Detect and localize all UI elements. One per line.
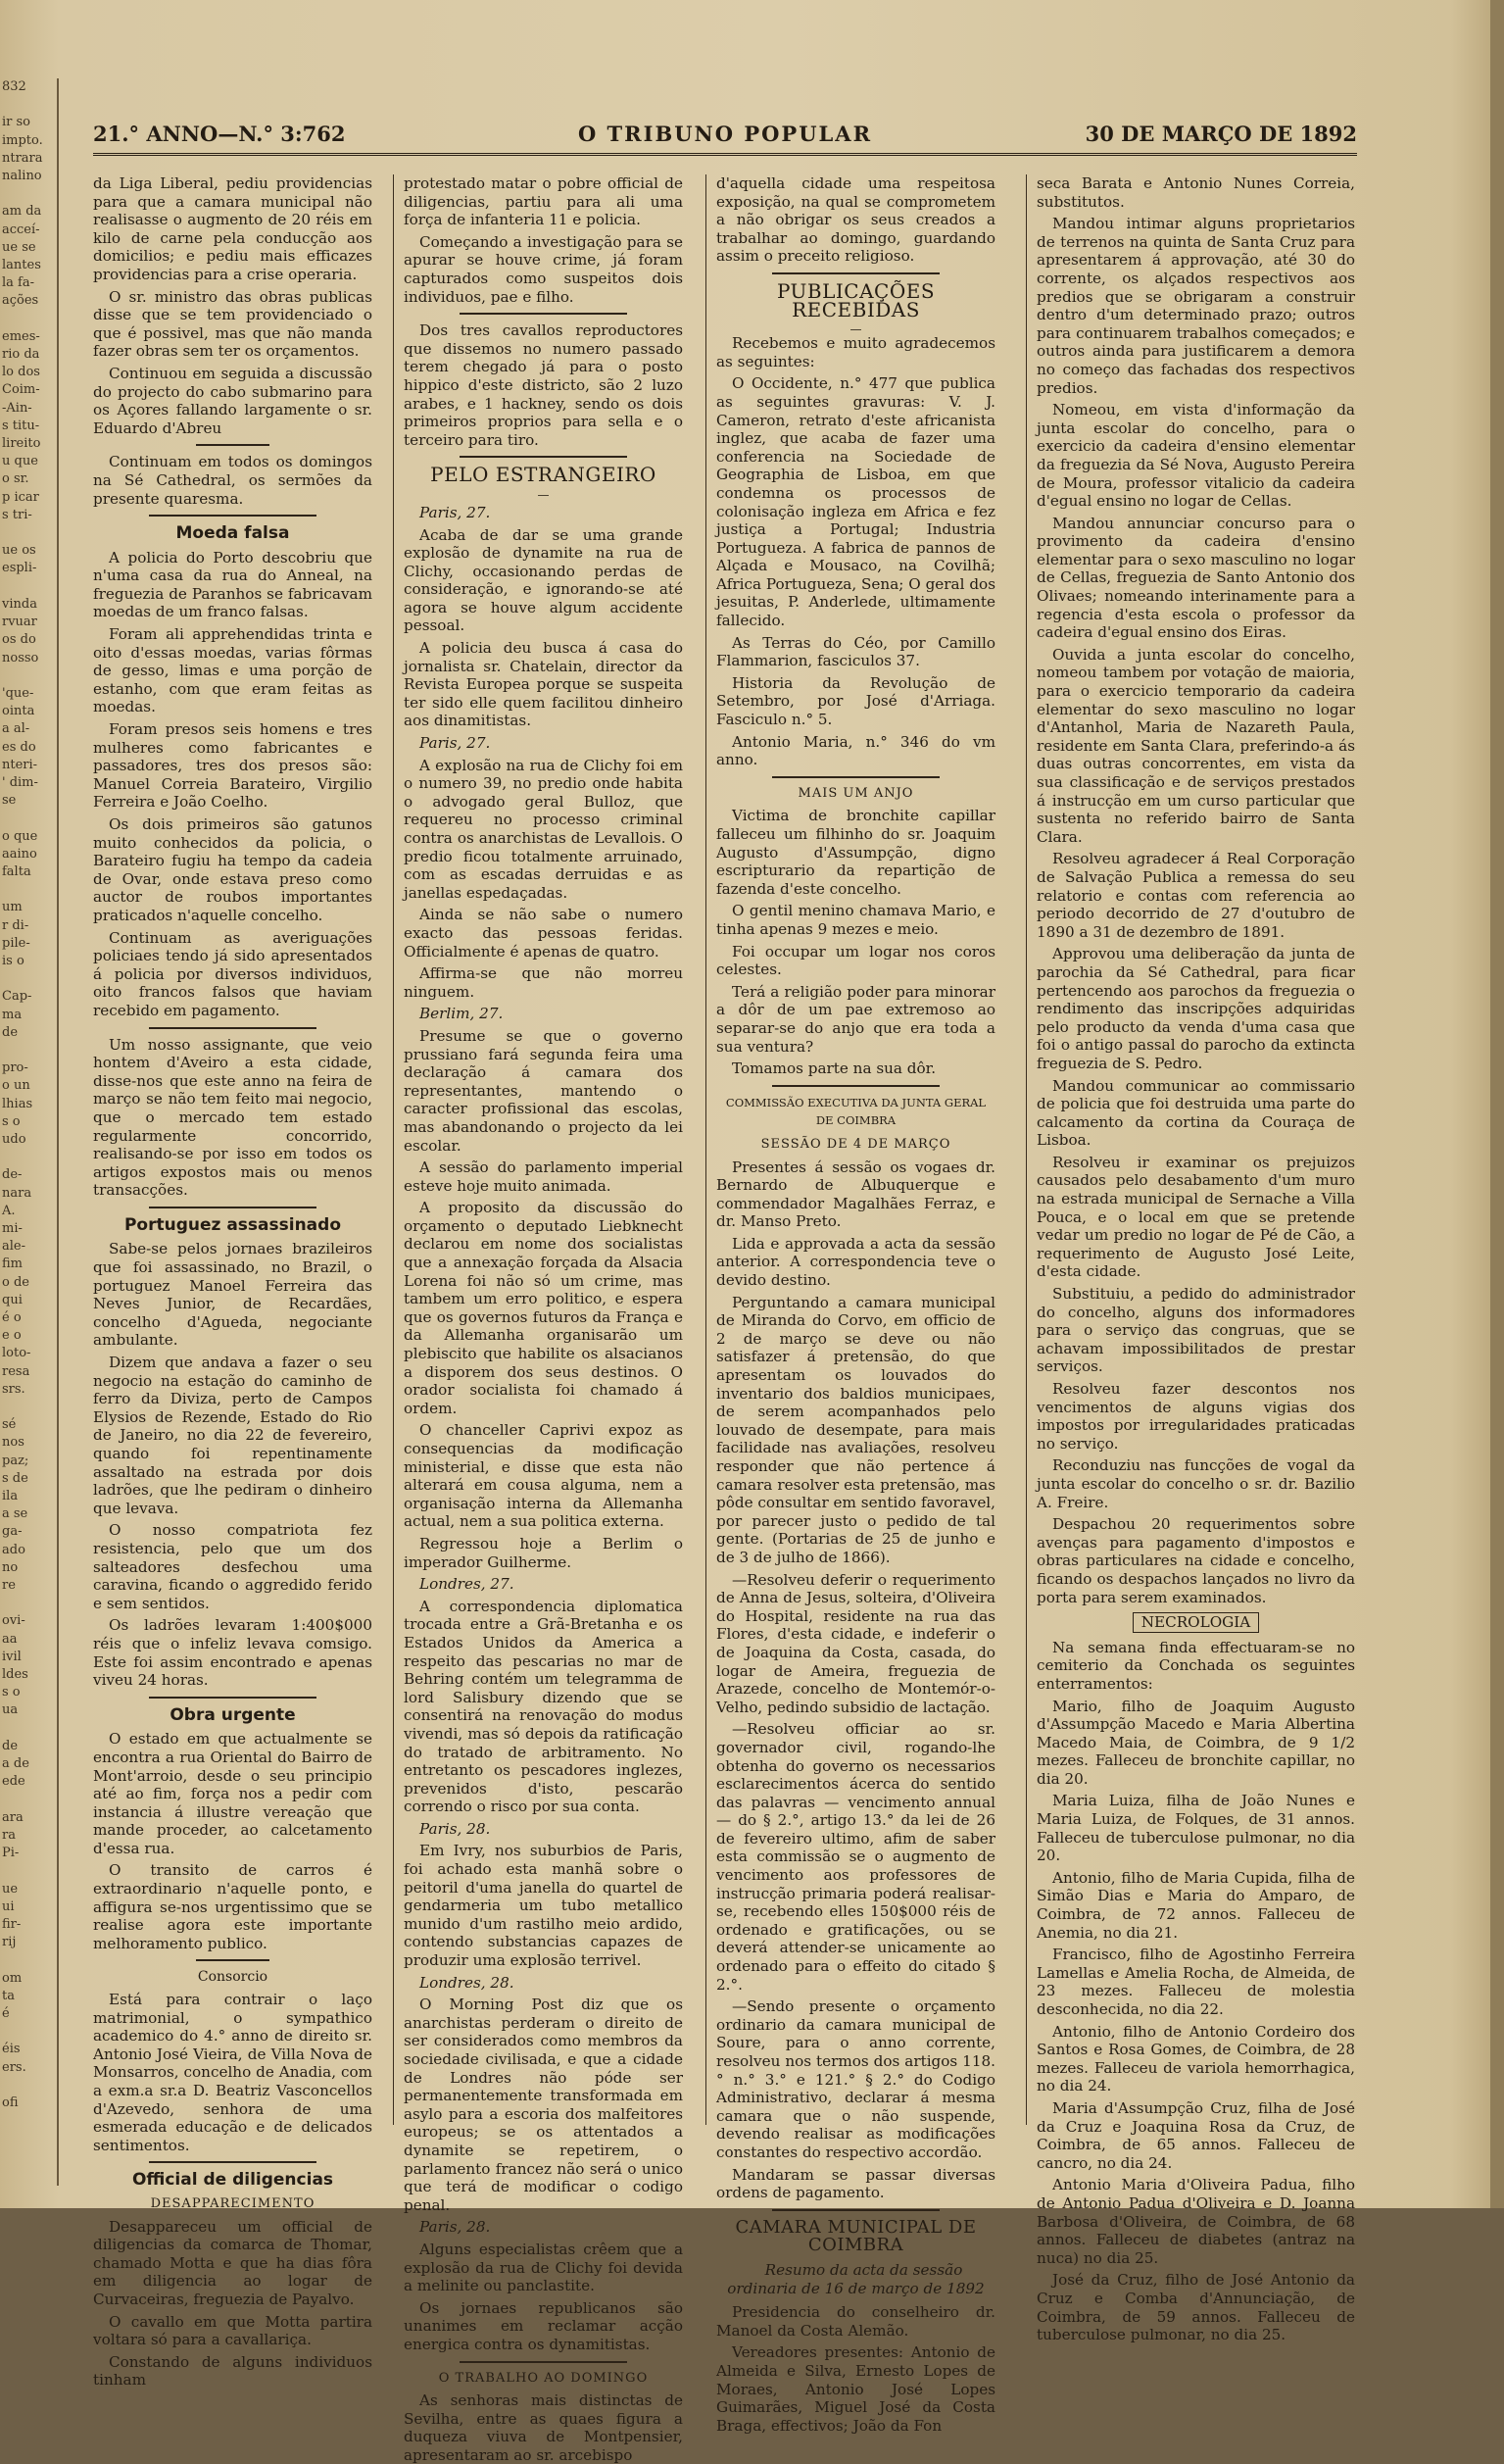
- page-edge: [1490, 0, 1504, 2208]
- strip-fragment: é o: [2, 1310, 22, 1326]
- strip-fragment: espli-: [2, 561, 37, 576]
- paragraph: A policia deu busca á casa do jornalista sr. Chatelain, director da Revista Europea porque se suspeita ter sido elle quem facilitou dinheiro aos dinamitistas.: [404, 639, 683, 730]
- obituary-entry: Antonio, filho de Maria Cupida, filha de Simão Dias e Maria do Amparo, de Coimbra, de 72 annos. Falleceu de Anemia, no dia 21.: [1037, 1868, 1355, 1942]
- strip-fragment: o que: [2, 828, 38, 844]
- paragraph: Dos tres cavallos reproductores que dissemos no numero passado terem chegado já para o posto hippico d'este districto, são 2 luzo arabes, e 1 hackney, sendo os dois primeiros proprios para sella e o terceiro para tiro.: [404, 321, 683, 449]
- strip-fragment: [0, 311, 57, 328]
- paragraph: Approvou uma deliberação da junta de parochia da Sé Cathedral, para ficar pertencendo aos parochos da freguezia o rendimento das inscripções adquiridas pelo producto da venda d'uma casa que foi o antigo passal do parocho da extincta freguezia de S. Pedro.: [1037, 945, 1355, 1072]
- strip-fragment: ma: [2, 1007, 23, 1022]
- separator: [149, 2161, 316, 2163]
- paragraph: Os jornaes republicanos são unanimes em reclamar acção energica contra os dynamitistas.: [404, 2298, 683, 2353]
- strip-fragment: fim: [2, 1257, 23, 1272]
- separator: [149, 515, 316, 517]
- column-rule: [1026, 174, 1027, 2125]
- obituary-entry: Mario, filho de Joaquim Augusto d'Assumpção Macedo e Maria Albertina Macedo Maia, de Coimbra, de 9 1/2 mezes. Falleceu de bronchite capillar, no dia 20.: [1037, 1697, 1355, 1788]
- strip-fragment: lhias: [2, 1096, 33, 1111]
- headline-necrologia: NECROLOGIA: [1133, 1612, 1260, 1633]
- strip-fragment: [0, 2023, 57, 2041]
- strip-fragment: p icar: [2, 489, 39, 505]
- strip-fragment: [0, 1595, 57, 1612]
- paragraph: —Resolveu deferir o requerimento de Anna de Jesus, solteira, d'Oliveira do Hospital, residente na rua das Flores, d'esta cidade, e indeferir o de Joaquina da Costa, casada, do logar de Ameira, freguezia de Arazede, concelho de Montemór-o-Velho, pedindo subsidio de lactação.: [716, 1570, 995, 1716]
- strip-fragment: o de: [2, 1274, 29, 1290]
- paragraph: Presentes á sessão os vogaes dr. Bernardo de Albuquerque e commendador Magalhães Ferraz, e dr. Manso Preto.: [716, 1158, 995, 1231]
- strip-fragment: qui: [2, 1292, 23, 1307]
- headline-portuguez-assassinado: Portuguez assassinado: [123, 1214, 342, 1235]
- strip-fragment: a al-: [2, 721, 30, 737]
- obituary-entry: Antonio Maria d'Oliveira Padua, filho de Antonio Padua d'Oliveira e D. Joanna Barbosa d'Oliveira, de Coimbra, de 68 annos. Falleceu de diabetes (antraz na nuca) no dia 25.: [1037, 2176, 1355, 2267]
- paragraph: As Terras do Céo, por Camillo Flammarion, fasciculos 37.: [716, 633, 995, 670]
- paragraph: Continuam em todos os domingos na Sé Cathedral, os sermões da presente quaresma.: [93, 453, 372, 508]
- strip-fragment: [0, 970, 57, 988]
- headline-publicacoes-recebidas: PUBLICAÇÕES RECEBIDAS: [776, 278, 936, 321]
- strip-fragment: aa: [2, 1631, 18, 1647]
- paragraph: O transito de carros é extraordinario n'aquelle ponto, e affigura se-nos urgentissimo que se realise agora este importante melhoramento publico.: [93, 1861, 372, 1952]
- paragraph: Vereadores presentes: Antonio de Almeida e Silva, Ernesto Lopes de Moraes, Antonio José Lopes Guimarães, Miguel José da Costa Braga, effectivos; João da Fon: [716, 2343, 995, 2435]
- strip-fragment: Cap-: [2, 989, 32, 1005]
- separator: [772, 272, 940, 274]
- paragraph: Resolveu fazer descontos nos vencimentos de alguns vigias dos impostos por irregularidades praticadas no serviço.: [1037, 1380, 1355, 1453]
- strip-fragment: [0, 881, 57, 899]
- strip-fragment: ue os: [2, 543, 36, 559]
- strip-fragment: ldes: [2, 1667, 28, 1683]
- column-4: [1037, 174, 1355, 2344]
- issue-date: 30 DE MARÇO DE 1892: [1085, 122, 1357, 146]
- strip-fragment: [0, 578, 57, 596]
- strip-fragment: s o: [2, 1113, 21, 1129]
- headline-official-diligencias: Official de diligencias: [131, 2170, 334, 2191]
- headline-consorcio: Consorcio: [197, 1969, 268, 1986]
- strip-fragment: [0, 524, 57, 542]
- paragraph: O cavallo em que Motta partira voltara só para a cavallariça.: [93, 2312, 372, 2349]
- paragraph: d'aquella cidade uma respeitosa exposição, na qual se comprometem a não obrigar os seus creados a trabalhar ao domingo, guardando assim o preceito religioso.: [716, 174, 995, 266]
- strip-fragment: [0, 96, 57, 114]
- paragraph: —Sendo presente o orçamento ordinario da camara municipal de Soure, para o anno corrente, resolveu nos termos dos artigos 118.° n.° 3.° e 121.° § 2.° do Codigo Administrativo, declarar á mesma camara que o não suspende, devendo realisar as modificações constantes do respectivo accordão.: [716, 1997, 995, 2161]
- strip-fragment: mi-: [2, 1221, 23, 1236]
- strip-fragment: ale-: [2, 1239, 25, 1255]
- masthead: [93, 120, 1357, 156]
- newspaper-title: O TRIBUNO POPULAR: [577, 122, 873, 146]
- strip-fragment: ue: [2, 1881, 19, 1897]
- paragraph: seca Barata e Antonio Nunes Correia, substitutos.: [1037, 174, 1355, 211]
- strip-fragment: 832: [2, 79, 26, 94]
- headline-moeda-falsa: Moeda falsa: [175, 523, 290, 544]
- paragraph: Um nosso assignante, que veio hontem d'Aveiro a esta cidade, disse-nos que este anno na feira de março se não tem feito mai negocio, que o mercado tem estado regularmente concorrido, realisando-se por isso em todos os artigos expostos mais ou menos transacções.: [93, 1035, 372, 1200]
- headline-mais-um-anjo: MAIS UM ANJO: [798, 785, 914, 801]
- strip-fragment: loto-: [2, 1346, 31, 1361]
- paragraph: Antonio Maria, n.° 346 do vm anno.: [716, 732, 995, 769]
- paragraph: Resolveu agradecer á Real Corporação de Salvação Publica a remessa do seu relatorio e contas com referencia ao periodo decorrido de 27 d'outubro de 1890 a 31 de dezembro de 1891.: [1037, 850, 1355, 941]
- strip-fragment: a se: [2, 1506, 28, 1522]
- strip-fragment: pile-: [2, 935, 30, 951]
- strip-fragment: lo dos: [2, 365, 40, 380]
- strip-fragment: de: [2, 1024, 19, 1040]
- paragraph: Nomeou, em vista d'informação da junta escolar do concelho, para o exercicio da cadeira d'ensino elementar da freguezia da Sé Nova, Augusto Pereira de Moura, professor vitalicio da cadeira d'egual ensino no logar de Cellas.: [1037, 401, 1355, 511]
- paragraph: Foram ali apprehendidas trinta e oito d'essas moedas, varias fôrmas de gesso, limas e uma porção de estanho, com que eram feitas as moedas.: [93, 625, 372, 716]
- paragraph: da Liga Liberal, pediu providencias para que a camara municipal não realisasse o augmento de 20 réis em kilo de carne pela conducção aos domicilios; e pediu mais efficazes providencias para a crise operaria.: [93, 174, 372, 283]
- paragraph: Começando a investigação para se apurar se houve crime, já foram capturados como suspeitos dois individuos, pae e filho.: [404, 232, 683, 306]
- strip-fragment: ado: [2, 1542, 25, 1557]
- strip-fragment: rij: [2, 1935, 17, 1950]
- paragraph: protestado matar o pobre official de diligencias, partiu para ali uma força de infanteria 11 e policia.: [404, 174, 683, 229]
- strip-fragment: no: [2, 1559, 19, 1575]
- strip-fragment: éis: [2, 2042, 21, 2057]
- dateline: Paris, 28.: [419, 2218, 491, 2237]
- strip-fragment: udo: [2, 1131, 26, 1147]
- strip-fragment: s titu-: [2, 418, 40, 433]
- paragraph: Foram presos seis homens e tres mulheres como fabricantes e passadores, tres dos presos são: Manuel Correia Barateiro, Virgilio Ferreira e João Coelho.: [93, 720, 372, 812]
- strip-fragment: resa: [2, 1363, 30, 1379]
- headline-trabalho-domingo: O TRABALHO AO DOMINGO: [438, 2370, 649, 2386]
- strip-fragment: ra: [2, 1827, 16, 1843]
- strip-fragment: nara: [2, 1185, 32, 1201]
- paragraph: Constando de alguns individuos tinham: [93, 2352, 372, 2390]
- paragraph: A policia do Porto descobriu que n'uma casa da rua do Anneal, na freguezia de Paranhos se fabricavam moedas de um franco falsas.: [93, 548, 372, 621]
- column-2: protestado matar o pobre official de diligencias, partiu para ali uma força de infanteria 11 e policia. Começando a investigação para se apurar se houve crime, já foram capturados como suspeitos dois individuos, pae e filho. Dos tres cavallos reproductores que dissemos no numero passado terem chegado já para o posto hippico d'este districto, são 2 luzo arabes, e 1 hackney, sendo os dois primeiros proprios para sella e o terceiro para tiro. PELO ESTRANGEIRO — Paris, 27. Acaba de dar se uma grande explosão de dynamite na rua de Clichy, occasionando perdas de consideração, e ignorando-se até agora se houve algum accidente pessoal. A policia deu busca á casa do jornalista sr. Chatelain, director da Revista Europea porque se suspeita ter sido elle quem facilitou dinheiro aos dinamitistas. Paris, 27. A explosão na rua de Clichy foi em o numero 39, no predio onde habita o advogado geral Bulloz, que requereu no processo criminal contra os anarchistas de Levallois. O predio ficou totalmente arruinado, com as escadas derruidas e as janellas espedaçadas. Ainda se não sabe o numero exacto das pessoas feridas. Officialmente é apenas de quatro. Affirma-se que não morreu ninguem. Berlim, 27. Presume se que o governo prussiano fará segunda feira uma declaração á camara dos representantes, mantendo o caracter profissional das escolas, mas abandonando o projecto da lei escolar. A sessão do parlamento imperial esteve hoje muito animada. A proposito da discussão do orçamento o deputado Liebknecht declarou em nome dos socialistas que a annexação forçada da Alsacia Lorena foi não só um crime, mas tambem um erro politico, e espera que os governos futuros da França e da Allemanha organisarão um plebiscito que habilite os alsacianos a disporem dos seus destinos. O orador socialista foi chamado á ordem. O chanceller Caprivi expoz as consequencias da modificação ministerial, e disse que esta não alterará em cousa alguma, nem a organisação interna da Allemanha actual, nem a sua politica externa. Regressou hoje a Berlim o imperador Guilherme. Londres, 27. A correspondencia diplomatica trocada entre a Grã-Bretanha e os Estados Unidos da America a respeito das pescarias no mar de Behring contém um telegramma de lord Salisbury dizendo que se consentirá na renovação do modus vivendi, mas só depois da ratificação do tratado de arbitramento. No entretanto os pescadores inglezes, prevenidos d'isto, pescarão correndo o risco por sua conta. Paris, 28. Em Ivry, nos suburbios de Paris, foi achado esta manhã sobre o peitoril d'uma janella do quartel de gendarmeria um tubo metallico munido d'um rastilho meio ardido, contendo substancias capazes de produzir uma explosão terrivel. Londres, 28. O Morning Post diz que os anarchistas perderam o direito de ser considerados como membros da sociedade civilisada, e que a cidade de Londres não póde ser permanentemente transformada em asylo para a escoria dos malfeitores europeus; se os attentados a dynamite se repetirem, o parlamento francez não será o unico que terá de modificar o codigo penal. Paris, 28. Alguns especialistas crêem que a explosão da rua de Clichy foi devida a melinite ou panclastite. Os jornaes republicanos são unanimes em reclamar acção energica contra os dynamitistas. O TRABALHO AO DOMINGO As senhoras mais distinctas de Sevilha, entre as quaes figura a duqueza viuva de Montpensier, apresentaram ao sr. arcebispo: [404, 174, 683, 2464]
- paragraph: O nosso compatriota fez resistencia, pelo que um dos salteadores desfechou uma caravina, ficando o aggredido ferido e sem sentidos.: [93, 1521, 372, 1612]
- headline-obra-urgente: Obra urgente: [170, 1704, 296, 1725]
- strip-fragment: om: [2, 1970, 23, 1986]
- paragraph: Terá a religião poder para minorar a dôr de um pae extremoso ao separar-se do anjo que era toda a sua ventura?: [716, 982, 995, 1056]
- paragraph: A correspondencia diplomatica trocada entre a Grã-Bretanha e os Estados Unidos da America a respeito das pescarias no mar de Behring contém um telegramma de lord Salisbury dizendo que se consentirá na renovação do modus vivendi, mas só depois da ratificação do tratado de arbitramento. No entretanto os pescadores inglezes, prevenidos d'isto, pescarão correndo o risco por sua conta.: [404, 1597, 683, 1816]
- separator: [149, 1027, 316, 1029]
- strip-fragment: ede: [2, 1774, 25, 1790]
- strip-fragment: r di-: [2, 917, 29, 933]
- separator: [772, 2209, 940, 2211]
- strip-fragment: srs.: [2, 1381, 25, 1397]
- separator: [196, 1959, 268, 1961]
- strip-fragment: ara: [2, 1809, 24, 1825]
- column-1: [93, 174, 372, 2390]
- strip-fragment: se: [2, 793, 17, 809]
- strip-fragment: ila: [2, 1489, 19, 1504]
- headline-camara-municipal: CAMARA MUNICIPAL DE COIMBRA: [735, 2216, 977, 2256]
- strip-fragment: fir-: [2, 1916, 22, 1932]
- paragraph: Lida e approvada a acta da sessão anterior. A correspondencia teve o devido destino.: [716, 1234, 995, 1290]
- strip-fragment: ovi-: [2, 1613, 25, 1629]
- strip-fragment: [0, 1149, 57, 1166]
- paragraph: Dizem que andava a fazer o seu negocio na estação do caminho de ferro da Diviza, perto de Campos Elysios de Rezende, Estado do Rio de Janeiro, no dia 22 de fevereiro, quando foi repentinamente assaltado na estrada por dois ladrões, que lhe pediram o dinheiro que levava.: [93, 1354, 372, 1517]
- strip-fragment: es do: [2, 739, 36, 755]
- obituary-entry: Maria Luiza, filha de João Nunes e Maria Luiza, de Folques, de 31 annos. Falleceu de tuberculose pulmonar, no dia 20.: [1037, 1792, 1355, 1865]
- separator: [149, 1697, 316, 1699]
- strip-fragment: nosso: [2, 650, 39, 665]
- strip-fragment: am da: [2, 204, 42, 220]
- strip-fragment: [0, 185, 57, 203]
- strip-fragment: nos: [2, 1435, 24, 1451]
- paragraph: As senhoras mais distinctas de Sevilha, entre as quaes figura a duqueza viuva de Montpensier, apresentaram ao sr. arcebispo: [404, 2391, 683, 2464]
- paragraph: Alguns especialistas crêem que a explosão da rua de Clichy foi devida a melinite ou panclastite.: [404, 2240, 683, 2295]
- strip-fragment: [0, 810, 57, 827]
- paragraph: Em Ivry, nos suburbios de Paris, foi achado esta manhã sobre o peitoril d'uma janella do quartel de gendarmeria um tubo metallico munido d'um rastilho meio ardido, contendo substancias capazes de produzir uma explosão terrivel.: [404, 1842, 683, 1970]
- strip-fragment: ações: [2, 293, 39, 309]
- paragraph: Continuam as averiguações policiaes tendo já sido apresentados á policia por diversos individuos, oito francos falsos que haviam recebido em pagamento.: [93, 928, 372, 1019]
- subheadline-desapparecimento: DESAPPARECIMENTO: [150, 2195, 315, 2211]
- paragraph: Reconduziu nas funcções de vogal da junta escolar do concelho o sr. dr. Bazilio A. Freire.: [1037, 1456, 1355, 1511]
- paragraph: Presume se que o governo prussiano fará segunda feira uma declaração á camara dos representantes, mantendo o caracter profissional das escolas, mas abandonando o projecto da lei escolar.: [404, 1026, 683, 1155]
- dateline: Berlim, 27.: [419, 1005, 504, 1023]
- session-summary: Resumo da acta da sessão ordinaria de 16 de março de 1892: [727, 2260, 985, 2297]
- paragraph: A sessão do parlamento imperial esteve hoje muito animada.: [404, 1158, 683, 1195]
- paragraph: Tomamos parte na sua dôr.: [732, 1060, 937, 1078]
- paragraph: A explosão na rua de Clichy foi em o numero 39, no predio onde habita o advogado geral Bulloz, que requereu no processo criminal contra os anarchistas de Levallois. O predio ficou totalmente arruinado, com as escadas derruidas e as janellas espedaçadas.: [404, 756, 683, 902]
- strip-fragment: nteri-: [2, 757, 38, 772]
- obituary-entry: Maria d'Assumpção Cruz, filha de José da Cruz e Joaquina Rosa da Cruz, de Coimbra, de 65 annos. Falleceu de cancro, no dia 24.: [1037, 2098, 1355, 2172]
- strip-fragment: s de: [2, 1470, 28, 1486]
- paragraph: Resolveu ir examinar os prejuizos causados pelo desabamento d'um muro na estrada municipal de Sernache a Villa Pouca, e o local em que se pretende vedar um predio no logar de Pé de Cão, a requerimento de Augusto José Leite, d'esta cidade.: [1037, 1153, 1355, 1281]
- strip-fragment: lantes: [2, 258, 41, 273]
- strip-fragment: -Ain-: [2, 400, 32, 416]
- dateline: Paris, 27.: [419, 734, 491, 753]
- paragraph: Mandou intimar alguns proprietarios de terrenos na quinta de Santa Cruz para apresentarem á approvação, até 30 do corrente, os alçados respectivos aos predios que se obrigaram a construir dentro d'um determinado prazo; outros para continuarem trabalhos começados; e outros ainda para justificarem a demora no começo das fachadas dos respectivos predios.: [1037, 215, 1355, 397]
- strip-fragment: vinda: [2, 596, 37, 612]
- strip-fragment: de-: [2, 1167, 23, 1183]
- subheadline-sessao: SESSÃO DE 4 DE MARÇO: [760, 1136, 951, 1152]
- strip-fragment: [0, 1862, 57, 1880]
- paragraph: Os dois primeiros são gatunos muito conhecidos da policia, o Barateiro fugiu ha tempo da cadeia de Ovar, onde estava preso como auctor de roubos importantes praticados n'aquelle concelho.: [93, 815, 372, 924]
- paragraph: Victima de bronchite capillar falleceu um filhinho do sr. Joaquim Augusto d'Assumpção, digno escripturario da repartição de fazenda d'este concelho.: [716, 807, 995, 898]
- strip-fragment: e o: [2, 1328, 22, 1344]
- dateline: Paris, 27.: [419, 503, 491, 521]
- separator: [772, 776, 940, 778]
- column-rule: [393, 174, 394, 2125]
- strip-fragment: ' dim-: [2, 774, 38, 790]
- paragraph: Historia da Revolução de Setembro, por José d'Arriaga. Fasciculo n.° 5.: [716, 673, 995, 729]
- paragraph: Presidencia do conselheiro dr. Manoel da Costa Alemão.: [716, 2303, 995, 2340]
- paragraph: Substituiu, a pedido do administrador do concelho, alguns dos informadores para o serviço das congruas, que se achavam impossibilitados de prestar serviços.: [1037, 1285, 1355, 1376]
- issue-number: 21.° ANNO—N.° 3:762: [93, 122, 346, 146]
- dateline: Paris, 28.: [419, 1819, 491, 1838]
- strip-fragment: ir so: [2, 115, 31, 130]
- strip-fragment: de: [2, 1738, 19, 1753]
- strip-fragment: o un: [2, 1078, 30, 1094]
- strip-fragment: acceí-: [2, 222, 40, 237]
- strip-fragment: ointa: [2, 704, 35, 719]
- strip-fragment: [0, 1399, 57, 1416]
- strip-fragment: a de: [2, 1756, 29, 1772]
- paragraph: O Occidente, n.° 477 que publica as seguintes gravuras: V. J. Cameron, retrato d'este africanista inglez, que acaba de fazer uma conferencia na Sociedade de Geographia de Lisboa, em que condemna os processos de colonisação ingleza em Africa e fez justiça a Portugal; Industria Portugueza. A fabrica de pannos de Alçada e Mousaco, na Covilhã; Africa Portugueza, Sena; O geral dos jesuitas, P. Anderlede, ultimamente fallecido.: [716, 374, 995, 630]
- paragraph: O Morning Post diz que os anarchistas perderam o direito de ser considerados como membros da sociedade civilisada, e que a cidade de Londres não póde ser permanentemente transformada em asylo para a escoria dos malfeitores europeus; se os attentados a dynamite se repetirem, o parlamento francez não será o unico que terá de modificar o codigo penal.: [404, 1996, 683, 2214]
- column-rule: [705, 174, 706, 2125]
- strip-fragment: rio da: [2, 347, 40, 363]
- strip-fragment: is o: [2, 953, 24, 968]
- strip-fragment: ue se: [2, 239, 36, 255]
- obituary-entry: José da Cruz, filho de José Antonio da Cruz e Comba d'Annunciação, de Coimbra, de 59 annos. Falleceu de tuberculose pulmonar, no dia 25.: [1037, 2271, 1355, 2344]
- paragraph: Ouvida a junta escolar do concelho, nomeou tambem por votação de maioria, para o exercicio temporario da cadeira elementar do sexo masculino no logar d'Antanhol, Maria de Nazareth Paula, residente em Santa Clara, preferindo-a ás duas outras concorrentes, em vista da sua classificação e de serviços prestados á instrucção em um curso particular que sustenta no referido bairro de Santa Clara.: [1037, 645, 1355, 846]
- strip-fragment: rvuar: [2, 615, 37, 630]
- paragraph: Na semana finda effectuaram-se no cemiterio da Conchada os seguintes enterramentos:: [1037, 1638, 1355, 1693]
- strip-fragment: ua: [2, 1702, 19, 1718]
- paragraph: Foi occupar um logar nos coros celestes.: [716, 942, 995, 979]
- paragraph: Regressou hoje a Berlim o imperador Guilherme.: [404, 1534, 683, 1571]
- strip-fragment: s tri-: [2, 507, 32, 522]
- strip-fragment: impto.: [2, 132, 43, 148]
- strip-fragment: s o: [2, 1685, 21, 1700]
- strip-fragment: sé: [2, 1417, 17, 1433]
- strip-fragment: [0, 667, 57, 685]
- strip-fragment: pro-: [2, 1060, 28, 1076]
- paragraph: Affirma-se que não morreu ninguem.: [404, 964, 683, 1001]
- dateline: Londres, 28.: [419, 1973, 514, 1992]
- strip-fragment: [0, 1042, 57, 1060]
- separator: [460, 2361, 627, 2363]
- strip-fragment: u que: [2, 454, 38, 469]
- paragraph: —Resolveu officiar ao sr. governador civil, rogando-lhe obtenha do governo os necessarios esclarecimentos ácerca do sentido das palavras — vencimento annual — do § 2.°, artigo 13.° da lei de 26 de fevereiro ultimo, afim de saber esta commissão se o augmento de vencimento aos professores de instrucção primaria poderá realisar-se, recebendo elles 150$000 réis de ordenado e gratificações, ou se deverá attender-se unicamente ao ordenado para o effeito do citado § 2.°.: [716, 1720, 995, 1994]
- strip-fragment: ui: [2, 1898, 15, 1914]
- paragraph: Despachou 20 requerimentos sobre avenças para pagamento d'impostos e obras particulares na cidade e concelho, ficando os despachos lançados no livro da porta para serem examinados.: [1037, 1515, 1355, 1606]
- paragraph: A proposito da discussão do orçamento o deputado Liebknecht declarou em nome dos socialistas que a annexação forçada da Alsacia Lorena foi não só um crime, mas tambem um erro politico, e espera que os governos futuros da França e da Allemanha organisarão um plebiscito que habilite os alsacianos a disporem dos seus destinos. O orador socialista foi chamado á ordem.: [404, 1199, 683, 1417]
- strip-fragment: os do: [2, 632, 36, 648]
- strip-fragment: emes-: [2, 328, 40, 344]
- separator: [460, 456, 627, 458]
- paragraph: Recebemos e muito agradecemos as seguintes:: [716, 334, 995, 370]
- strip-fragment: ofi: [2, 2094, 19, 2110]
- obituary-entry: Francisco, filho de Agostinho Ferreira Lamellas e Amelia Rocha, de Almeida, de 23 mezes. Falleceu de molestia desconhecida, no dia 22.: [1037, 1946, 1355, 2018]
- paragraph: O gentil menino chamava Mario, e tinha apenas 9 mezes e meio.: [716, 902, 995, 938]
- strip-fragment: [0, 1951, 57, 1969]
- strip-fragment: la fa-: [2, 275, 34, 291]
- strip-fragment: paz;: [2, 1453, 29, 1468]
- paragraph: Sabe-se pelos jornaes brazileiros que foi assassinado, no Brazil, o portuguez Manoel Ferreira das Neves Junior, de Recardães, concelho d'Agueda, negociante ambulante.: [93, 1240, 372, 1350]
- strip-fragment: Pi-: [2, 1846, 20, 1861]
- strip-fragment: lireito: [2, 436, 41, 452]
- paragraph: Os ladrões levaram 1:400$000 réis que o infeliz levava comsigo. Este foi assim encontrado e apenas viveu 24 horas.: [93, 1616, 372, 1690]
- separator: [196, 444, 268, 446]
- strip-fragment: A.: [2, 1203, 16, 1218]
- dateline: Londres, 27.: [419, 1575, 514, 1594]
- obituary-entry: Antonio, filho de Antonio Cordeiro dos Santos e Rosa Gomes, de Coimbra, de 28 mezes. Falleceu de variola hemorrhagica, no dia 24.: [1037, 2022, 1355, 2095]
- strip-fragment: [0, 2077, 57, 2094]
- paragraph: Mandou communicar ao commissario de policia que foi destruida uma parte do calcamento da cortina da Couraça de Lisboa.: [1037, 1076, 1355, 1150]
- strip-fragment: aaino: [2, 846, 37, 862]
- paragraph: Está para contrair o laço matrimonial, o sympathico academico do 4.° anno de direito sr. Antonio José Vieira, de Villa Nova de Monsarros, concelho de Anadia, com a exm.a sr.a D. Beatriz Vasconcellos d'Azevedo, senhora de uma esmerada educação e de delicados sentimentos.: [93, 1991, 372, 2154]
- strip-fragment: re: [2, 1578, 16, 1594]
- strip-fragment: é: [2, 2005, 10, 2021]
- strip-fragment: 'que-: [2, 685, 34, 701]
- strip-fragment: ga-: [2, 1524, 23, 1540]
- separator: [772, 1085, 940, 1087]
- strip-fragment: [0, 1792, 57, 1809]
- strip-fragment: [0, 1720, 57, 1738]
- strip-fragment: Coim-: [2, 382, 40, 398]
- headline-pelo-estrangeiro: PELO ESTRANGEIRO: [430, 463, 656, 487]
- strip-fragment: ivil: [2, 1649, 22, 1664]
- paragraph: Mandou annunciar concurso para o provimento da cadeira d'ensino elementar para o sexo masculino no logar de Cellas, freguezia de Santo Antonio dos Olivaes; nomeando interinamente para a regencia d'esta escola o professor da cadeira d'egual ensino dos Eiras.: [1037, 514, 1355, 642]
- strip-fragment: ers.: [2, 2059, 26, 2075]
- paragraph: Continuou em seguida a discussão do projecto do cabo submarino para os Açores fallando largamente o sr. Eduardo d'Abreu: [93, 364, 372, 437]
- strip-fragment: o sr.: [2, 471, 29, 487]
- column-3: d'aquella cidade uma respeitosa exposição, na qual se comprometem a não obrigar os seus creados a trabalhar ao domingo, guardando assim o preceito religioso. PUBLICAÇÕES RECEBIDAS — Recebemos e muito agradecemos as seguintes: O Occidente, n.° 477 que publica as seguintes gravuras: V. J. Cameron, retrato d'este africanista inglez, que acaba de fazer uma conferencia na Sociedade de Geographia de Lisboa, em que condemna os processos de colonisação ingleza em Africa e fez justiça a Portugal; Industria Portugueza. A fabrica de pannos de Alçada e Mousaco, na Covilhã; Africa Portugueza, Sena; O geral dos jesuitas, P. Anderlede, ultimamente fallecido. As Terras do Céo, por Camillo Flammarion, fasciculos 37. Historia da Revolução de Setembro, por José d'Arriaga. Fasciculo n.° 5. Antonio Maria, n.° 346 do vm anno. MAIS UM ANJO Victima de bronchite capillar falleceu um filhinho do sr. Joaquim Augusto d'Assumpção, digno escripturario da repartição de fazenda d'este concelho. O gentil menino chamava Mario, e tinha apenas 9 mezes e meio. Foi occupar um logar nos coros celestes. Terá a religião poder para minorar a dôr de um pae extremoso ao separar-se do anjo que era toda a sua ventura? Tomamos parte na sua dôr. COMMISSÃO EXECUTIVA DA JUNTA GERAL DE COIMBRA SESSÃO DE 4 DE MARÇO Presentes á sessão os vogaes dr. Bernardo de Albuquerque e commendador Magalhães Ferraz, e dr. Manso Preto. Lida e approvada a acta da sessão anterior. A correspondencia teve o devido destino. Perguntando a camara municipal de Miranda do Corvo, em officio de 2 de março se deve ou não satisfazer á pretensão, do que apresentam os louvados do inventario dos baldios municipaes, de serem acompanhados pelo louvado de desempate, para mais facilidade nas avaliações, resolveu responder que não pertence á camara resolver esta pretensão, mas pôde consultar em sentido favoravel, por parecer justo o pedido de tal gente. (Portarias de 25 de junho e de 3 de julho de 1866). —Resolveu deferir o requerimento de Anna de Jesus, solteira, d'Oliveira do Hospital, residente na rua das Flores, d'esta cidade, e indeferir o de Joaquina da Costa, casada, do logar de Ameira, freguezia de Arazede, concelho de Montemór-o-Velho, pedindo subsidio de lactação. —Resolveu officiar ao sr. governador civil, rogando-lhe obtenha do governo os necessarios esclarecimentos ácerca do sentido das palavras — vencimento annual — do § 2.°, artigo 13.° da lei de 26 de fevereiro ultimo, afim de saber esta commissão se o augmento de vencimento aos professores de instrucção primaria poderá realisar-se, recebendo elles 150$000 réis de ordenado e gratificações, ou se deverá attender-se unicamente ao ordenado para o effeito do citado § 2.°. —Sendo presente o orçamento ordinario da camara municipal de Soure, para o anno corrente, resolveu nos termos dos artigos 118.° n.° 3.° e 121.° § 2.° do Codigo Administrativo, declarar á mesma camara que o não suspende, devendo realisar as modificações constantes do respectivo accordão. Mandaram se passar diversas ordens de pagamento. CAMARA MUNICIPAL DE COIMBRA Resumo da acta da sessão ordinaria de 16 de março de 1892 Presidencia do conselheiro dr. Manoel da Costa Alemão. Vereadores presentes: Antonio de Almeida e Silva, Ernesto Lopes de Moraes, Antonio José Lopes Guimarães, Miguel José da Costa Braga, effectivos; João da Fon: [716, 174, 995, 2435]
- separator: [149, 1207, 316, 1208]
- headline-commissao-executiva: COMMISSÃO EXECUTIVA DA JUNTA GERAL DE COIMBRA: [725, 1095, 987, 1128]
- paragraph: Mandaram se passar diversas ordens de pagamento.: [716, 2165, 995, 2202]
- strip-fragment: nalino: [2, 169, 42, 184]
- paragraph: O sr. ministro das obras publicas disse que se tem providenciado o que é possivel, mas que não manda fazer obras sem ter os orçamentos.: [93, 287, 372, 361]
- paragraph: Desappareceu um official de diligencias da comarca de Thomar, chamado Motta e que ha dias fôra em diligencia ao logar de Curvaceiras, freguezia de Payalvo.: [93, 2217, 372, 2308]
- strip-fragment: falta: [2, 863, 31, 879]
- separator: [460, 313, 627, 315]
- strip-fragment: um: [2, 900, 23, 915]
- strip-fragment: ta: [2, 1988, 15, 2003]
- paragraph: Acaba de dar se uma grande explosão de dynamite na rua de Clichy, occasionando perdas de consideração, e ignorando-se até agora se houve algum accidente pessoal.: [404, 525, 683, 635]
- paragraph: Ainda se não sabe o numero exacto das pessoas feridas. Officialmente é apenas de quatro.: [404, 906, 683, 961]
- paragraph: O chanceller Caprivi expoz as consequencias da modificação ministerial, e disse que esta não alterará em cousa alguma, nem a organisação interna da Allemanha actual, nem a sua politica externa.: [404, 1421, 683, 1531]
- strip-fragment: ntrara: [2, 150, 43, 166]
- previous-page-strip: [0, 78, 59, 2186]
- paragraph: Perguntando a camara municipal de Miranda do Corvo, em officio de 2 de março se deve ou não satisfazer á pretensão, do que apresentam os louvados do inventario dos baldios municipaes, de serem acompanhados pelo louvado de desempate, para mais facilidade nas avaliações, resolveu responder que não pertence á camara resolver esta pretensão, mas pôde consultar em sentido favoravel, por parecer justo o pedido de tal gente. (Portarias de 25 de junho e de 3 de julho de 1866).: [716, 1293, 995, 1566]
- paragraph: O estado em que actualmente se encontra a rua Oriental do Bairro de Mont'arroio, desde o seu principio até ao fim, força nos a pedir com instancia á illustre vereação que mande proceder, ao calcetamento d'essa rua.: [93, 1730, 372, 1857]
